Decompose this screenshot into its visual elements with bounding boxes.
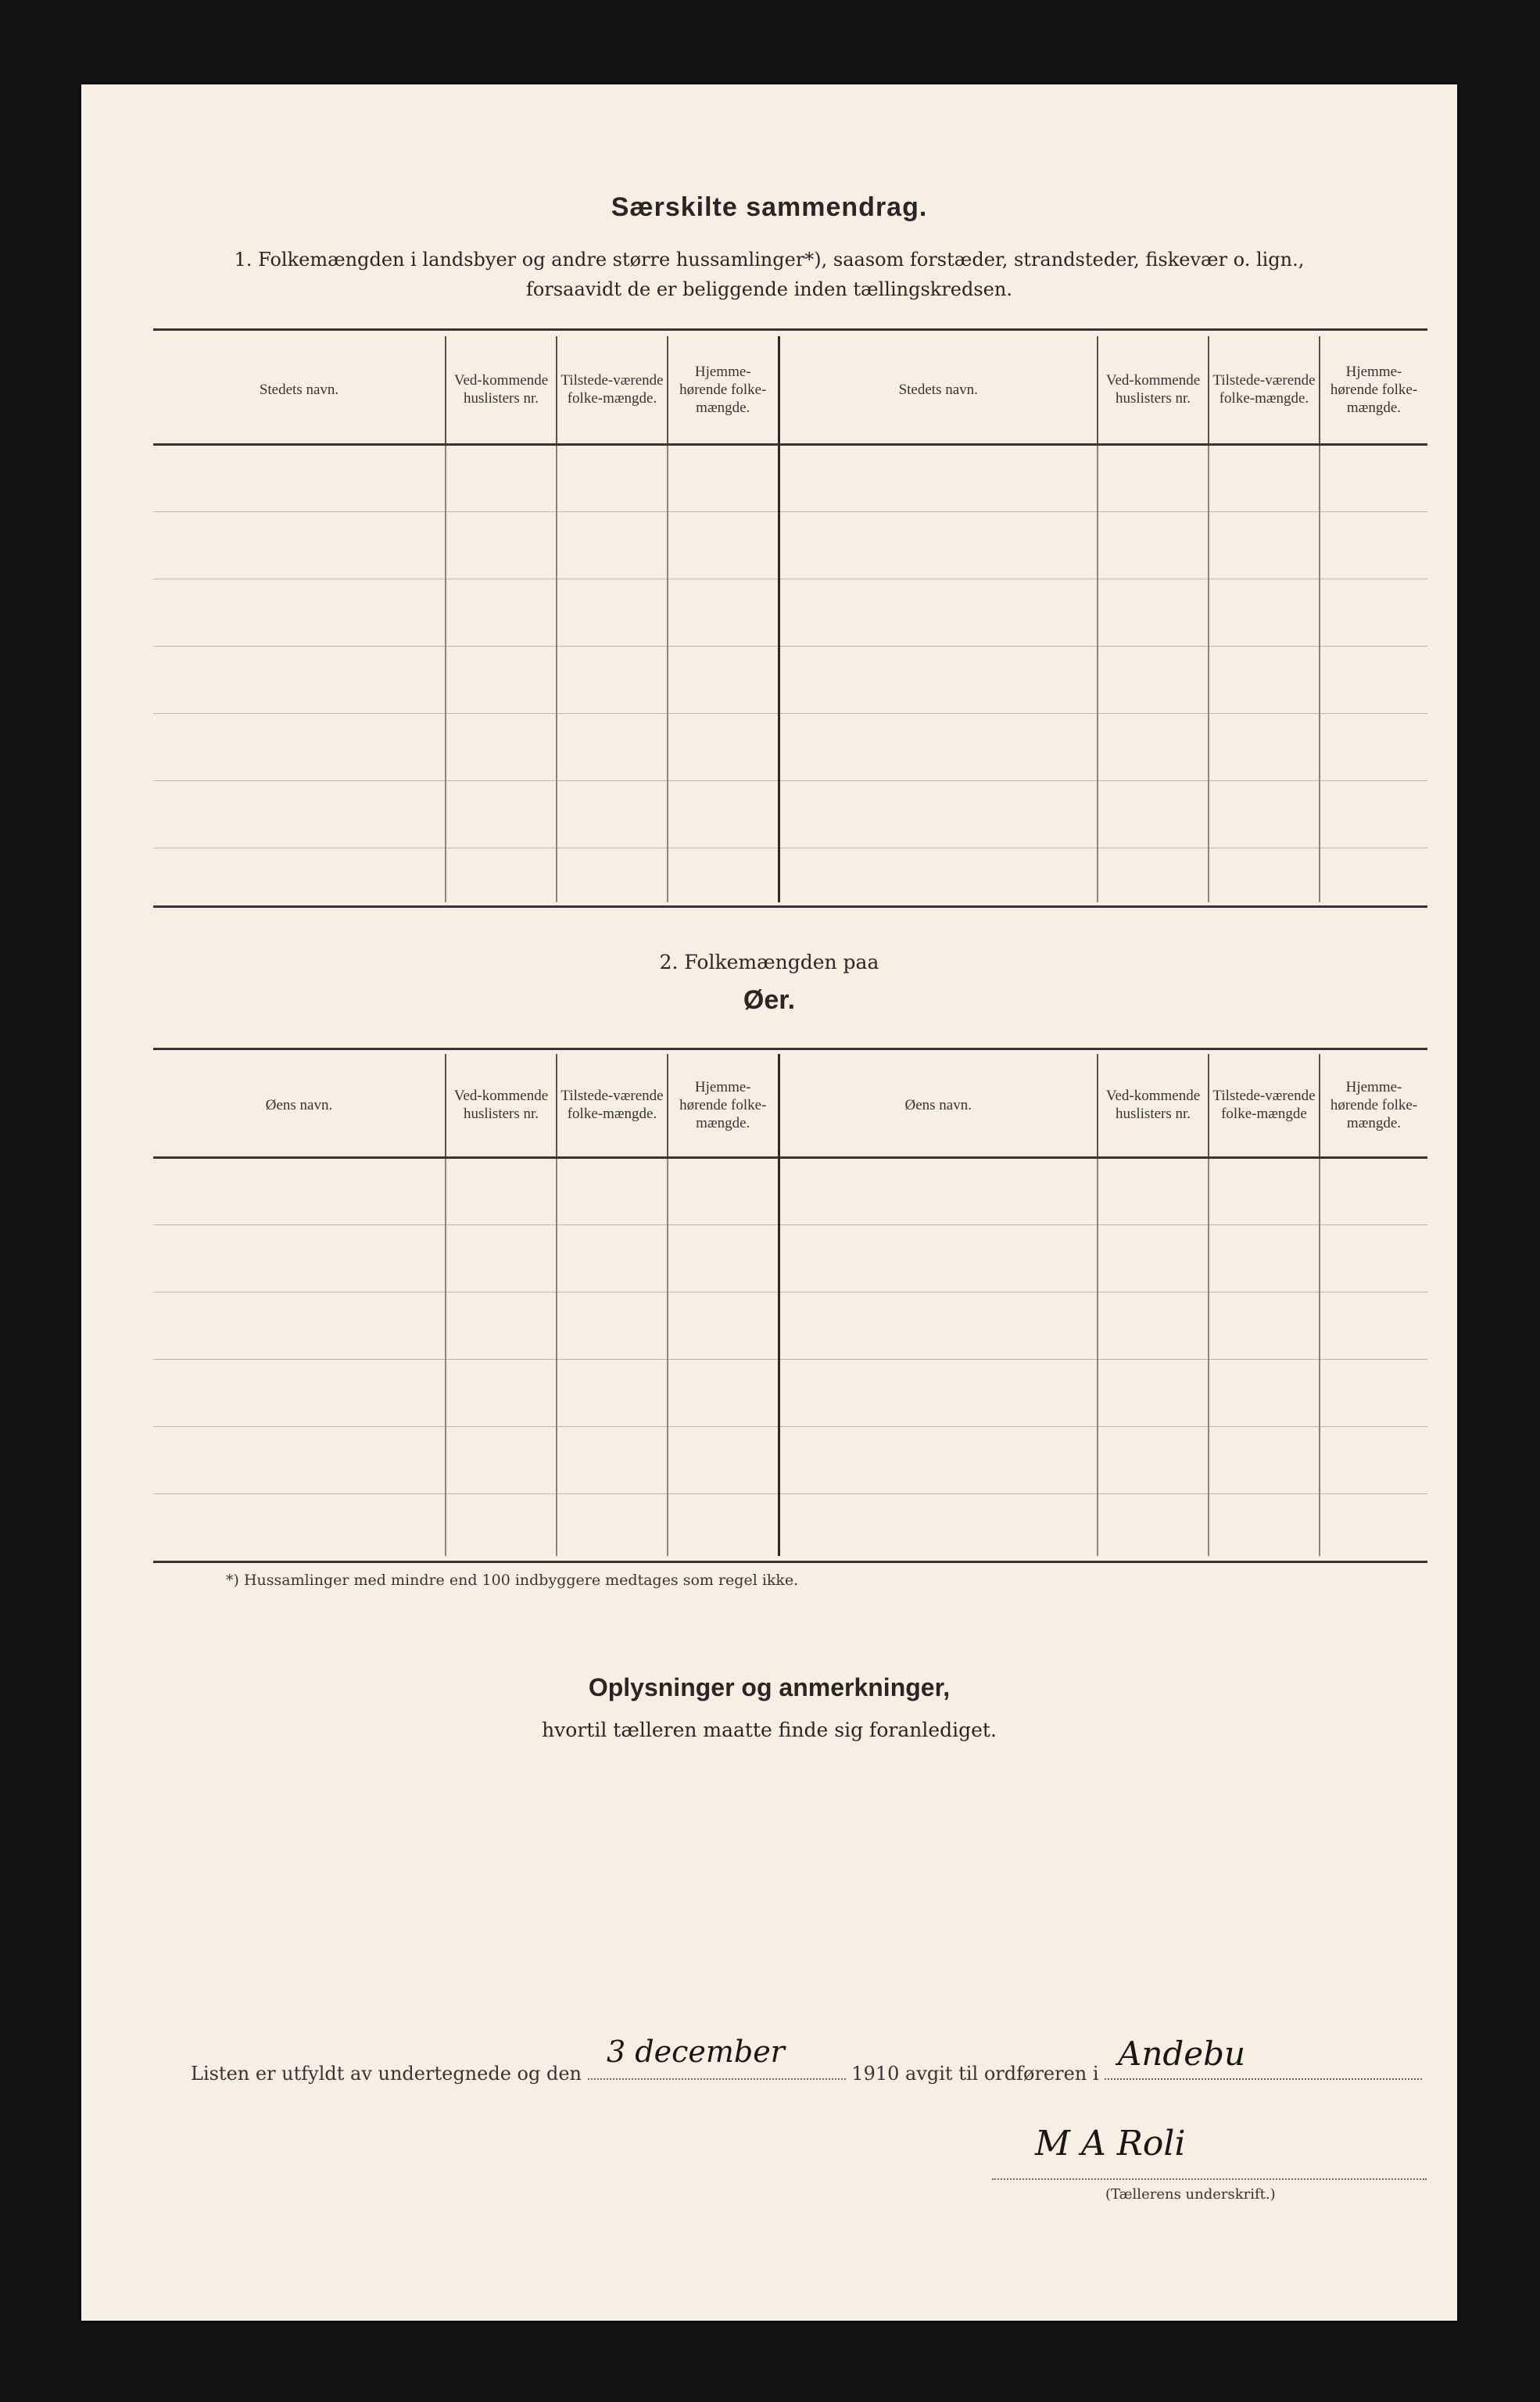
table2-bottom-rule (153, 1561, 1427, 1563)
table-row (153, 444, 1427, 511)
table-cell[interactable] (668, 848, 779, 902)
table-cell[interactable] (1098, 1224, 1209, 1292)
header-resident-population-right: Hjemme-hørende folke-mængde. (1330, 1078, 1418, 1131)
table-cell[interactable] (1098, 1157, 1209, 1224)
table-cell[interactable] (153, 780, 446, 848)
table-cell[interactable] (779, 1292, 1098, 1359)
table-cell[interactable] (153, 646, 446, 713)
table-cell[interactable] (1209, 579, 1320, 646)
table-cell[interactable] (779, 713, 1098, 780)
table-cell[interactable] (1098, 1292, 1209, 1359)
signature-field[interactable] (992, 2178, 1427, 2180)
table-cell[interactable] (1209, 1292, 1320, 1359)
table-cell[interactable] (1320, 1359, 1427, 1426)
table-cell[interactable] (1209, 1426, 1320, 1493)
table-row (153, 1359, 1427, 1426)
table-cell[interactable] (153, 1157, 446, 1224)
table-cell[interactable] (668, 1292, 779, 1359)
table-cell[interactable] (668, 646, 779, 713)
table-cell[interactable] (446, 1359, 557, 1426)
table-cell[interactable] (1320, 1224, 1427, 1292)
table-cell[interactable] (668, 1359, 779, 1426)
remarks-subtitle: hvortil tælleren maatte finde sig foranlediget. (542, 1719, 997, 1741)
header-resident-population-right: Hjemme-hørende folke-mængde. (1330, 363, 1418, 416)
header-household-list-no-right: Ved-kommende huslisters nr. (1098, 336, 1209, 444)
table-cell[interactable] (779, 1359, 1098, 1426)
table-cell[interactable] (668, 713, 779, 780)
remarks-title: Oplysninger og anmerkninger, (588, 1673, 951, 1701)
table-cell[interactable] (779, 646, 1098, 713)
table-cell[interactable] (779, 1157, 1098, 1224)
table-cell[interactable] (557, 1224, 668, 1292)
table-cell[interactable] (557, 511, 668, 579)
table-cell[interactable] (1098, 1426, 1209, 1493)
statement-year: 1910 (851, 2063, 900, 2085)
table-cell[interactable] (153, 1426, 446, 1493)
table-cell[interactable] (1098, 780, 1209, 848)
table-cell[interactable] (557, 646, 668, 713)
table-cell[interactable] (1209, 1224, 1320, 1292)
table-row (153, 579, 1427, 646)
table-cell[interactable] (446, 1493, 557, 1556)
table-cell[interactable] (153, 848, 446, 902)
table-cell[interactable] (668, 1224, 779, 1292)
header-present-population-right: Tilstede-værende folke-mængde. (1209, 336, 1320, 444)
table-cell[interactable] (1320, 713, 1427, 780)
table-cell[interactable] (1320, 1157, 1427, 1224)
table-cell[interactable] (1209, 780, 1320, 848)
header-present-population: Tilstede-værende folke-mængde. (557, 1054, 668, 1157)
header-island-name: Øens navn. (153, 1054, 446, 1157)
table-cell[interactable] (1209, 1157, 1320, 1224)
table-row (153, 1426, 1427, 1493)
table-cell[interactable] (779, 848, 1098, 902)
table-cell[interactable] (668, 1157, 779, 1224)
table-cell[interactable] (1320, 646, 1427, 713)
table-cell[interactable] (153, 1224, 446, 1292)
table1-top-rule (153, 328, 1427, 331)
handwritten-date: 3 december (607, 2035, 785, 2069)
table-cell[interactable] (153, 511, 446, 579)
table-cell[interactable] (1320, 780, 1427, 848)
table-cell[interactable] (1098, 713, 1209, 780)
table1-bottom-rule (153, 905, 1427, 908)
table-cell[interactable] (1209, 511, 1320, 579)
census-form-page (81, 84, 1457, 2321)
table-cell[interactable] (557, 713, 668, 780)
table-cell[interactable] (446, 646, 557, 713)
table-row (153, 1292, 1427, 1359)
table-cell[interactable] (668, 579, 779, 646)
statement-middle: avgit til ordføreren i (905, 2063, 1099, 2085)
table-cell[interactable] (668, 780, 779, 848)
table-row (153, 780, 1427, 848)
table-cell[interactable] (557, 1292, 668, 1359)
table-cell[interactable] (1209, 848, 1320, 902)
table-cell[interactable] (668, 444, 779, 511)
table-cell[interactable] (153, 713, 446, 780)
table-cell[interactable] (446, 848, 557, 902)
header-place-name: Stedets navn. (153, 336, 446, 444)
table-cell[interactable] (779, 780, 1098, 848)
table-cell[interactable] (153, 444, 446, 511)
table-cell[interactable] (1209, 646, 1320, 713)
table-cell[interactable] (1320, 848, 1427, 902)
table-cell[interactable] (1209, 1493, 1320, 1556)
table-cell[interactable] (557, 1493, 668, 1556)
table-cell[interactable] (1320, 444, 1427, 511)
table-cell[interactable] (668, 1493, 779, 1556)
table-row (153, 848, 1427, 902)
table-cell[interactable] (1320, 1426, 1427, 1493)
table-cell[interactable] (446, 713, 557, 780)
table-cell[interactable] (557, 1157, 668, 1224)
header-island-name-right: Øens navn. (779, 1054, 1098, 1157)
table-cell[interactable] (557, 444, 668, 511)
table-row (153, 1157, 1427, 1224)
footnote: *) Hussamlinger med mindre end 100 indbyggere medtages som regel ikke. (226, 1572, 799, 1589)
table-cell[interactable] (446, 1157, 557, 1224)
table-cell[interactable] (153, 1359, 446, 1426)
header-household-list-no: Ved-kommende huslisters nr. (446, 336, 557, 444)
table-cell[interactable] (557, 848, 668, 902)
section1-heading-line2: forsaavidt de er beliggende inden tællingskredsen. (526, 278, 1012, 300)
table-cell[interactable] (446, 511, 557, 579)
handwritten-signature: M A Roli (1035, 2124, 1186, 2164)
table-cell[interactable] (668, 1426, 779, 1493)
table-cell[interactable] (153, 579, 446, 646)
table-cell[interactable] (779, 579, 1098, 646)
table-cell[interactable] (557, 579, 668, 646)
table-cell[interactable] (1320, 1493, 1427, 1556)
table-cell[interactable] (1098, 444, 1209, 511)
table-cell[interactable] (1098, 1493, 1209, 1556)
table-cell[interactable] (446, 1426, 557, 1493)
header-resident-population: Hjemme-hørende folke-mængde. (668, 336, 779, 444)
header-present-population-right: Tilstede-værende folke-mængde (1209, 1054, 1320, 1157)
table-cell[interactable] (1098, 1359, 1209, 1426)
table-cell[interactable] (779, 1426, 1098, 1493)
table-cell[interactable] (1098, 511, 1209, 579)
header-place-name-right: Stedets navn. (779, 336, 1098, 444)
table-cell[interactable] (446, 444, 557, 511)
table-cell[interactable] (1209, 713, 1320, 780)
section2-heading-line1: 2. Folkemængden paa (659, 951, 879, 973)
table-cell[interactable] (153, 1292, 446, 1359)
table-row (153, 713, 1427, 780)
signature-label: (Tællerens underskrift.) (1105, 2186, 1276, 2203)
table1-header-row (153, 336, 1427, 444)
table-cell[interactable] (779, 511, 1098, 579)
table-cell[interactable] (153, 1493, 446, 1556)
header-present-population: Tilstede-værende folke-mængde. (557, 336, 668, 444)
table-cell[interactable] (668, 511, 779, 579)
header-household-list-no: Ved-kommende huslisters nr. (446, 1054, 557, 1157)
table-cell[interactable] (446, 579, 557, 646)
table-cell[interactable] (1209, 1359, 1320, 1426)
table-cell[interactable] (779, 1493, 1098, 1556)
header-household-list-no-right: Ved-kommende huslisters nr. (1098, 1054, 1209, 1157)
table-cell[interactable] (1320, 579, 1427, 646)
table-row (153, 646, 1427, 713)
table2-header-row (153, 1054, 1427, 1157)
table-cell[interactable] (1209, 444, 1320, 511)
table2-top-rule (153, 1048, 1427, 1050)
table-cell[interactable] (1320, 1292, 1427, 1359)
section2-heading-line2: Øer. (743, 985, 796, 1015)
table-cell[interactable] (446, 780, 557, 848)
table-cell[interactable] (1098, 579, 1209, 646)
table-cell[interactable] (1098, 646, 1209, 713)
table-cell[interactable] (557, 1359, 668, 1426)
table-row (153, 1224, 1427, 1292)
table-cell[interactable] (779, 444, 1098, 511)
islands-table (153, 1054, 1427, 1556)
table-cell[interactable] (1098, 848, 1209, 902)
header-resident-population: Hjemme-hørende folke-mængde. (668, 1054, 779, 1157)
table-row (153, 1493, 1427, 1556)
section1-heading-line1: 1. Folkemængden i landsbyer og andre større hussamlinger*), saasom forstæder, strandsteder, fiskevær o. lign., (234, 249, 1305, 271)
table-cell[interactable] (446, 1224, 557, 1292)
table-cell[interactable] (1320, 511, 1427, 579)
page-title: Særskilte sammendrag. (611, 192, 928, 222)
table-cell[interactable] (557, 780, 668, 848)
statement-prefix: Listen er utfyldt av undertegnede og den (191, 2063, 582, 2085)
handwritten-municipality: Andebu (1118, 2035, 1246, 2073)
table-cell[interactable] (446, 1292, 557, 1359)
table-cell[interactable] (557, 1426, 668, 1493)
settlements-table (153, 336, 1427, 902)
table-cell[interactable] (779, 1224, 1098, 1292)
table-row (153, 511, 1427, 579)
